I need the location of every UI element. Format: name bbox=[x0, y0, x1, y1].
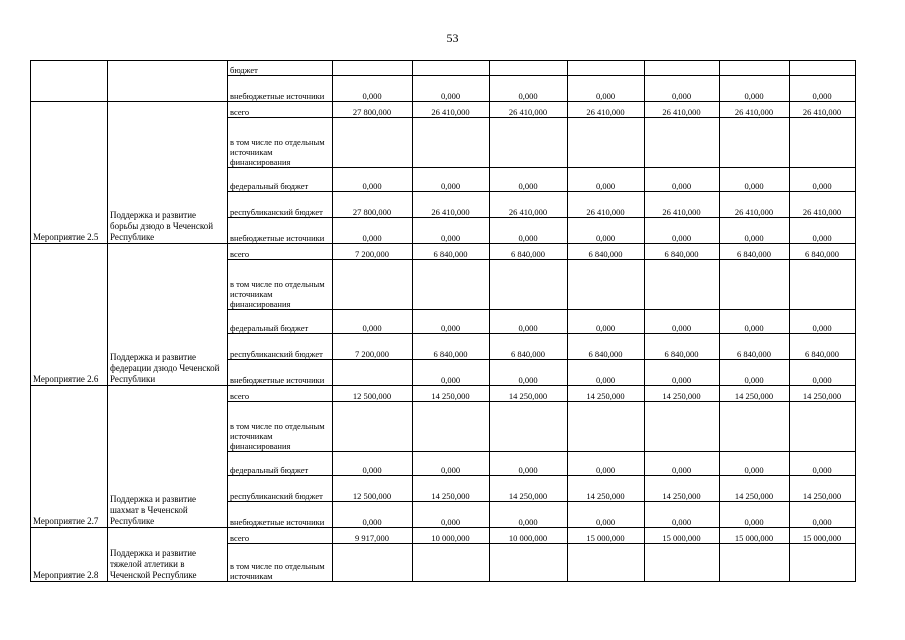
amount-cell: 14 250,000 bbox=[490, 386, 568, 402]
amount-cell: 26 410,000 bbox=[720, 102, 790, 118]
amount-cell bbox=[790, 260, 856, 310]
amount-cell: 0,000 bbox=[645, 502, 720, 528]
amount-cell: 6 840,000 bbox=[568, 244, 645, 260]
amount-cell bbox=[333, 402, 413, 452]
amount-cell bbox=[568, 544, 645, 582]
amount-cell: 0,000 bbox=[645, 310, 720, 334]
amount-cell bbox=[720, 544, 790, 582]
amount-cell bbox=[333, 61, 413, 76]
amount-cell bbox=[413, 260, 490, 310]
amount-cell: 0,000 bbox=[645, 76, 720, 102]
amount-cell: 6 840,000 bbox=[413, 244, 490, 260]
amount-cell: 10 000,000 bbox=[413, 528, 490, 544]
amount-cell: 14 250,000 bbox=[645, 476, 720, 502]
amount-cell: 9 917,000 bbox=[333, 528, 413, 544]
amount-cell: 6 840,000 bbox=[790, 334, 856, 360]
event-name: Поддержка и развитие тяжелой атлетики в Чеченской Республике bbox=[108, 528, 228, 582]
amount-cell: 0,000 bbox=[790, 452, 856, 476]
amount-cell: 0,000 bbox=[568, 452, 645, 476]
event-name: Поддержка и развитие федерации дзюдо Чеченской Республики bbox=[108, 244, 228, 386]
amount-cell: 0,000 bbox=[490, 452, 568, 476]
amount-cell bbox=[490, 544, 568, 582]
amount-cell bbox=[645, 61, 720, 76]
amount-cell: 0,000 bbox=[720, 452, 790, 476]
funding-source: республиканский бюджет bbox=[228, 476, 333, 502]
amount-cell bbox=[333, 260, 413, 310]
funding-source: бюджет bbox=[228, 61, 333, 76]
amount-cell: 6 840,000 bbox=[645, 334, 720, 360]
amount-cell: 15 000,000 bbox=[720, 528, 790, 544]
amount-cell: 0,000 bbox=[333, 76, 413, 102]
amount-cell: 14 250,000 bbox=[413, 386, 490, 402]
amount-cell bbox=[790, 544, 856, 582]
amount-cell: 27 800,000 bbox=[333, 192, 413, 218]
event-code: Мероприятие 2.6 bbox=[31, 244, 108, 386]
event-code: Мероприятие 2.8 bbox=[31, 528, 108, 582]
amount-cell: 0,000 bbox=[490, 218, 568, 244]
amount-cell: 6 840,000 bbox=[790, 244, 856, 260]
amount-cell bbox=[413, 118, 490, 168]
table-row bbox=[31, 102, 856, 118]
amount-cell bbox=[490, 61, 568, 76]
amount-cell bbox=[413, 544, 490, 582]
amount-cell: 0,000 bbox=[333, 502, 413, 528]
amount-cell: 14 250,000 bbox=[790, 386, 856, 402]
amount-cell: 14 250,000 bbox=[490, 476, 568, 502]
amount-cell: 7 200,000 bbox=[333, 244, 413, 260]
amount-cell bbox=[413, 61, 490, 76]
event-name-cell bbox=[108, 61, 228, 102]
amount-cell bbox=[720, 118, 790, 168]
amount-cell bbox=[568, 260, 645, 310]
amount-cell: 0,000 bbox=[413, 310, 490, 334]
amount-cell: 0,000 bbox=[790, 218, 856, 244]
budget-table bbox=[30, 60, 856, 582]
amount-cell: 0,000 bbox=[413, 218, 490, 244]
amount-cell: 0,000 bbox=[333, 452, 413, 476]
amount-cell: 0,000 bbox=[790, 310, 856, 334]
amount-cell: 0,000 bbox=[720, 218, 790, 244]
amount-cell bbox=[645, 544, 720, 582]
amount-cell: 14 250,000 bbox=[568, 476, 645, 502]
event-code: Мероприятие 2.7 bbox=[31, 386, 108, 528]
amount-cell: 0,000 bbox=[333, 310, 413, 334]
amount-cell: 0,000 bbox=[490, 310, 568, 334]
amount-cell bbox=[490, 118, 568, 168]
amount-cell: 0,000 bbox=[413, 452, 490, 476]
amount-cell: 6 840,000 bbox=[645, 244, 720, 260]
funding-source: в том числе по отдельным источникам финансирования bbox=[228, 118, 333, 168]
amount-cell bbox=[333, 118, 413, 168]
amount-cell: 0,000 bbox=[720, 502, 790, 528]
amount-cell: 6 840,000 bbox=[720, 334, 790, 360]
amount-cell bbox=[568, 118, 645, 168]
event-name: Поддержка и развитие борьбы дзюдо в Чеченской Республике bbox=[108, 102, 228, 244]
amount-cell: 0,000 bbox=[720, 360, 790, 386]
amount-cell: 0,000 bbox=[790, 76, 856, 102]
event-code-cell bbox=[31, 61, 108, 102]
amount-cell: 0,000 bbox=[790, 168, 856, 192]
amount-cell: 0,000 bbox=[568, 360, 645, 386]
funding-source: всего bbox=[228, 528, 333, 544]
amount-cell bbox=[490, 260, 568, 310]
amount-cell: 26 410,000 bbox=[645, 102, 720, 118]
amount-cell: 14 250,000 bbox=[568, 386, 645, 402]
amount-cell: 14 250,000 bbox=[413, 476, 490, 502]
amount-cell: 26 410,000 bbox=[645, 192, 720, 218]
table-row bbox=[31, 61, 856, 76]
amount-cell: 12 500,000 bbox=[333, 386, 413, 402]
amount-cell bbox=[568, 61, 645, 76]
amount-cell bbox=[720, 61, 790, 76]
amount-cell: 14 250,000 bbox=[720, 386, 790, 402]
table-row bbox=[31, 386, 856, 402]
table-row bbox=[31, 528, 856, 544]
amount-cell: 0,000 bbox=[790, 360, 856, 386]
amount-cell bbox=[568, 402, 645, 452]
amount-cell: 0,000 bbox=[568, 218, 645, 244]
amount-cell: 0,000 bbox=[645, 168, 720, 192]
amount-cell: 0,000 bbox=[490, 168, 568, 192]
amount-cell: 6 840,000 bbox=[490, 334, 568, 360]
amount-cell bbox=[645, 260, 720, 310]
amount-cell: 26 410,000 bbox=[490, 192, 568, 218]
funding-source: в том числе по отдельным источникам финансирования bbox=[228, 402, 333, 452]
amount-cell bbox=[645, 118, 720, 168]
amount-cell: 0,000 bbox=[490, 360, 568, 386]
funding-source: федеральный бюджет bbox=[228, 310, 333, 334]
amount-cell: 6 840,000 bbox=[568, 334, 645, 360]
amount-cell: 27 800,000 bbox=[333, 102, 413, 118]
amount-cell: 6 840,000 bbox=[490, 244, 568, 260]
amount-cell: 10 000,000 bbox=[490, 528, 568, 544]
amount-cell: 0,000 bbox=[490, 502, 568, 528]
amount-cell: 0,000 bbox=[645, 360, 720, 386]
amount-cell bbox=[790, 118, 856, 168]
funding-source: всего bbox=[228, 244, 333, 260]
amount-cell: 6 840,000 bbox=[413, 334, 490, 360]
funding-source: всего bbox=[228, 102, 333, 118]
amount-cell: 15 000,000 bbox=[790, 528, 856, 544]
amount-cell: 26 410,000 bbox=[720, 192, 790, 218]
amount-cell: 0,000 bbox=[413, 168, 490, 192]
amount-cell: 26 410,000 bbox=[413, 102, 490, 118]
funding-source: республиканский бюджет bbox=[228, 334, 333, 360]
amount-cell: 14 250,000 bbox=[790, 476, 856, 502]
amount-cell bbox=[720, 260, 790, 310]
amount-cell: 14 250,000 bbox=[645, 386, 720, 402]
amount-cell: 0,000 bbox=[568, 76, 645, 102]
amount-cell: 26 410,000 bbox=[790, 102, 856, 118]
amount-cell: 15 000,000 bbox=[645, 528, 720, 544]
funding-source: внебюджетные источники bbox=[228, 502, 333, 528]
page-number: 53 bbox=[446, 31, 459, 45]
funding-source: в том числе по отдельным источникам bbox=[228, 544, 333, 582]
amount-cell: 0,000 bbox=[720, 76, 790, 102]
amount-cell bbox=[790, 402, 856, 452]
amount-cell: 26 410,000 bbox=[568, 102, 645, 118]
amount-cell bbox=[333, 544, 413, 582]
funding-source: внебюджетные источники bbox=[228, 360, 333, 386]
amount-cell: 0,000 bbox=[720, 168, 790, 192]
table-row bbox=[31, 244, 856, 260]
amount-cell bbox=[490, 402, 568, 452]
amount-cell: 26 410,000 bbox=[568, 192, 645, 218]
amount-cell: 0,000 bbox=[720, 310, 790, 334]
amount-cell bbox=[720, 402, 790, 452]
amount-cell: 0,000 bbox=[333, 218, 413, 244]
amount-cell: 0,000 bbox=[413, 76, 490, 102]
amount-cell: 0,000 bbox=[568, 310, 645, 334]
funding-source: в том числе по отдельным источникам финансирования bbox=[228, 260, 333, 310]
amount-cell: 26 410,000 bbox=[413, 192, 490, 218]
amount-cell: 7 200,000 bbox=[333, 334, 413, 360]
amount-cell: 12 500,000 bbox=[333, 476, 413, 502]
funding-source: внебюджетные источники bbox=[228, 76, 333, 102]
amount-cell: 6 840,000 bbox=[720, 244, 790, 260]
amount-cell: 0,000 bbox=[645, 452, 720, 476]
funding-source: всего bbox=[228, 386, 333, 402]
amount-cell bbox=[645, 402, 720, 452]
amount-cell: 0,000 bbox=[413, 360, 490, 386]
amount-cell: 0,000 bbox=[490, 76, 568, 102]
amount-cell: 0,000 bbox=[568, 502, 645, 528]
amount-cell: 26 410,000 bbox=[490, 102, 568, 118]
event-code: Мероприятие 2.5 bbox=[31, 102, 108, 244]
amount-cell: 0,000 bbox=[645, 218, 720, 244]
funding-source: внебюджетные источники bbox=[228, 218, 333, 244]
amount-cell bbox=[790, 61, 856, 76]
amount-cell bbox=[413, 402, 490, 452]
amount-cell: 26 410,000 bbox=[790, 192, 856, 218]
amount-cell: 0,000 bbox=[413, 502, 490, 528]
amount-cell bbox=[333, 360, 413, 386]
funding-source: республиканский бюджет bbox=[228, 192, 333, 218]
amount-cell: 0,000 bbox=[790, 502, 856, 528]
amount-cell: 14 250,000 bbox=[720, 476, 790, 502]
funding-source: федеральный бюджет bbox=[228, 168, 333, 192]
funding-source: федеральный бюджет bbox=[228, 452, 333, 476]
amount-cell: 0,000 bbox=[333, 168, 413, 192]
amount-cell: 0,000 bbox=[568, 168, 645, 192]
event-name: Поддержка и развитие шахмат в Чеченской Республике bbox=[108, 386, 228, 528]
amount-cell: 15 000,000 bbox=[568, 528, 645, 544]
